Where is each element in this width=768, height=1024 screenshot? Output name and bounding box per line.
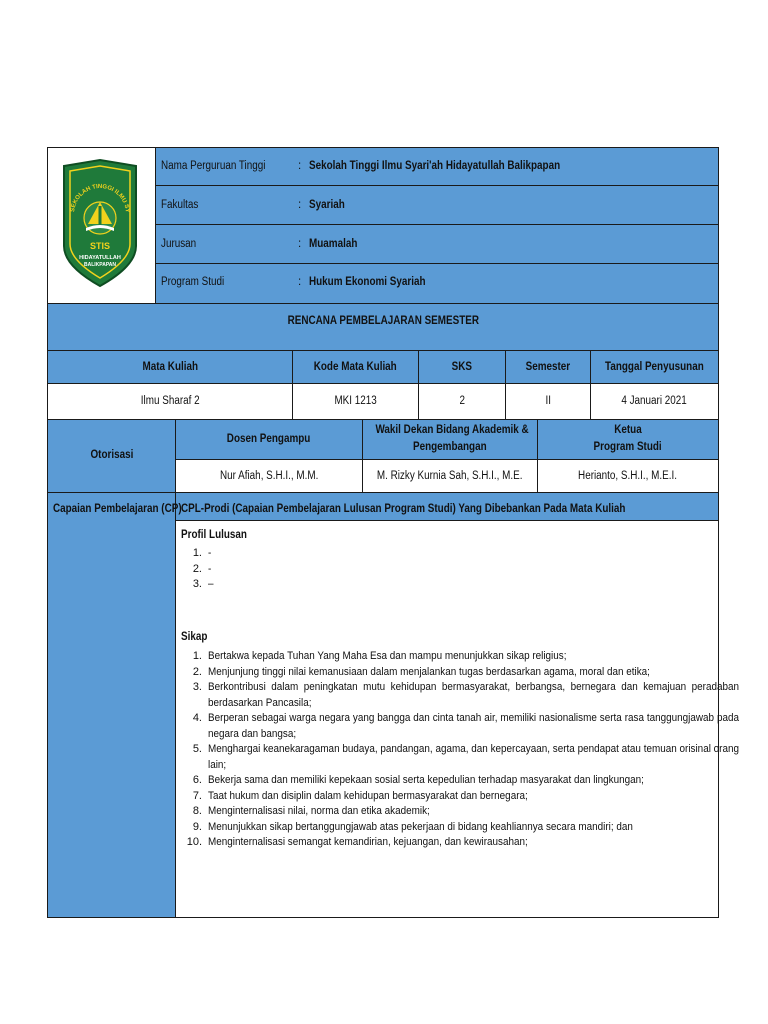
col-header-course: Mata Kuliah <box>142 361 198 373</box>
field-separator: : <box>298 276 302 288</box>
course-name: Ilmu Sharaf 2 <box>140 395 200 407</box>
role-title-head-line2: Program Studi <box>593 441 663 453</box>
field-value: Syariah <box>309 199 345 211</box>
logo-divider <box>155 147 156 304</box>
field-label: Fakultas <box>161 199 199 211</box>
course-sks: 2 <box>459 395 465 407</box>
border-bottom <box>47 917 719 918</box>
profil-lulusan-list <box>176 546 716 593</box>
sikap-title: Sikap <box>181 631 208 643</box>
profil-lulusan-title: Profil Lulusan <box>181 529 247 541</box>
field-value: Hukum Ekonomi Syariah <box>309 276 426 288</box>
field-separator: : <box>298 199 302 211</box>
field-label: Jurusan <box>161 238 197 250</box>
svg-text:BALIKPAPAN: BALIKPAPAN <box>83 262 117 268</box>
row-divider <box>47 419 719 420</box>
list-item: 7. Taat hukum dan disiplin dalam kehidupan bermasyarakat dan bernegara; <box>192 789 528 802</box>
list-item: 1. Bertakwa kepada Tuhan Yang Maha Esa dan mampu menunjukkan sikap religius; <box>192 650 567 662</box>
field-label: Nama Perguruan Tinggi <box>161 160 266 172</box>
role-title-lecturer: Dosen Pengampu <box>227 433 311 445</box>
cp-heading: CPL-Prodi (Capaian Pembelajaran Lulusan Program Studi) Yang Dibebankan Pada Mata Kuliah <box>181 503 626 515</box>
document-title: RENCANA PEMBELAJARAN SEMESTER <box>287 315 479 327</box>
border-top <box>47 147 719 148</box>
role-title-vice-dean-line2: Pengembangan <box>413 441 487 453</box>
course-semester: II <box>545 395 551 407</box>
field-separator: : <box>298 238 302 250</box>
col-header-date: Tanggal Penyusunan <box>605 361 704 373</box>
row-divider <box>47 492 719 493</box>
list-item: 2. Menjunjung tinggi nilai kemanusiaan dalam menjalankan tugas berdasarkan agama, moral dan etika; <box>192 665 650 678</box>
field-label: Program Studi <box>161 276 225 288</box>
col-header-code: Kode Mata Kuliah <box>314 361 397 373</box>
list-item: 9. Menunjukkan sikap bertanggungjawab atas pekerjaan di bidang keahliannya secara mandiri; dan <box>192 820 633 833</box>
signatory-vice-dean: M. Rizky Kurnia Sah, S.H.I., M.E. <box>377 470 523 482</box>
list-item: 10. Menginternalisasi semangat kemandirian, kejuangan, dan kewirausahan; <box>186 836 528 848</box>
row-divider <box>47 383 719 384</box>
list-item: 8. Menginternalisasi nilai, norma dan etika akademik; <box>192 805 430 817</box>
row-divider <box>175 520 719 521</box>
svg-text:STIS: STIS <box>89 241 111 251</box>
course-date: 4 Januari 2021 <box>621 395 688 407</box>
list-item: 4. Berperan sebagai warga negara yang bangga dan cinta tanah air, memiliki nasionalisme serta rasa tanggungjawab pada negara dan bangsa; <box>192 712 739 740</box>
svg-text:SEKOLAH TINGGI ILMU SYARI'AH: SEKOLAH TINGGI ILMU SY <box>70 183 130 213</box>
list-item: 5. Menghargai keanekaragaman budaya, pandangan, agama, dan kepercayaan, serta pendapat atau temuan orisinal orang lain; <box>192 743 739 771</box>
list-item: 6. Bekerja sama dan memiliki kepekaan sosial serta kepedulian terhadap masyarakat dan lingkungan; <box>192 774 644 786</box>
sikap-list <box>176 649 739 851</box>
field-value: Muamalah <box>309 238 358 250</box>
list-item: 3. – <box>192 578 214 590</box>
row-divider <box>155 224 719 225</box>
row-divider <box>155 185 719 186</box>
list-item: 3. Berkontribusi dalam peningkatan mutu kehidupan bermasyarakat, berbangsa, bernegara dan kemajuan peradaban berdasarkan Pancasila; <box>192 681 739 709</box>
field-value: Sekolah Tinggi Ilmu Syari'ah Hidayatullah Balikpapan <box>309 160 561 172</box>
role-title-head: Ketua <box>614 424 642 436</box>
role-title-vice-dean: Wakil Dekan Bidang Akademik & <box>375 424 529 436</box>
logo-shield-icon <box>60 158 140 290</box>
col-header-semester: Semester <box>525 361 571 373</box>
institution-logo <box>60 158 140 290</box>
row-divider <box>175 459 719 460</box>
course-code: MKI 1213 <box>334 395 377 407</box>
signatory-lecturer: Nur Afiah, S.H.I., M.M. <box>219 470 319 482</box>
cp-label: Capaian Pembelajaran (CP) <box>53 503 182 515</box>
row-divider <box>47 350 719 351</box>
authorization-label-bg <box>48 460 175 493</box>
signatory-head: Herianto, S.H.I., M.E.I. <box>578 470 678 482</box>
list-item: 2. - <box>192 562 212 575</box>
row-divider <box>47 303 719 304</box>
border-left <box>47 147 48 918</box>
row-divider <box>155 263 719 264</box>
field-separator: : <box>298 160 302 172</box>
cp-label-bg <box>48 521 175 917</box>
col-header-sks: SKS <box>451 361 473 373</box>
list-item: 1. - <box>192 547 212 559</box>
authorization-label: Otorisasi <box>90 449 133 461</box>
svg-text:HIDAYATULLAH: HIDAYATULLAH <box>79 255 121 261</box>
